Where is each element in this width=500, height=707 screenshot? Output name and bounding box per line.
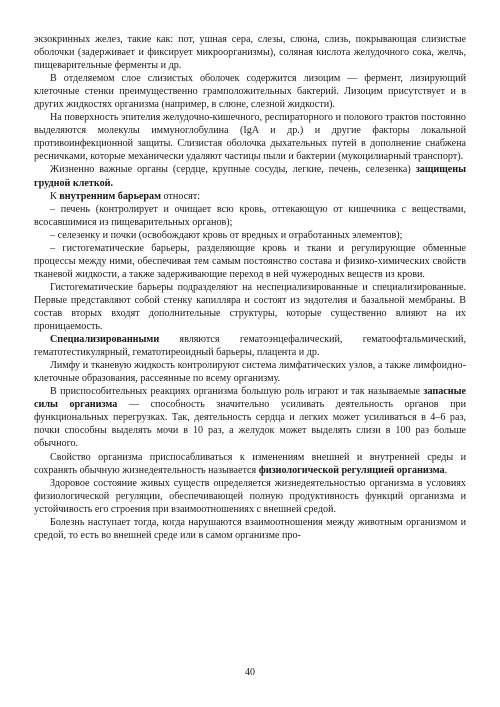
text-run: – печень (контролирует и очищает всю кровь, оттекающую от кишечника с веществами, всосавшимися из пищеварительных органов); (34, 203, 466, 228)
text-run: экзокринных желез, такие как: пот, ушная сера, слезы, слюна, слизь, покрывающая слизистые оболочки (задерживает и фиксирует микроорганизмы), соляная кислота желудочного сока, желчь, пищеварительные ферменты и др. (34, 34, 466, 72)
text-run: – селезенку и почки (освобождают кровь от вредных и отработанных элементов); (50, 229, 403, 241)
paragraph (34, 163, 466, 189)
paragraph (34, 359, 466, 385)
text-run: Гистогематические барьеры подразделяют на неспециализированные и специализированные. Первые представляют собой стенку капилляра и состоят из эндотелия и базальной мембраны. В состав вторых входят дополнительные структуры, которые существенно влияют на их проницаемость. (34, 281, 466, 333)
bold-term: защищены грудной клеткой. (34, 164, 466, 189)
text-run: К (50, 190, 60, 202)
text-run: Свойство организма приспосабливаться к изменениям внешней и внутренней среды и сохранять обычную жизнедеятельность называется (34, 451, 466, 476)
paragraph (34, 72, 466, 111)
body-text (34, 33, 466, 542)
paragraph (34, 281, 466, 333)
paragraph (34, 190, 466, 203)
bold-term: физиологической регуляцией организма (258, 464, 445, 476)
text-run: На поверхность эпителия желудочно-кишечного, респираторного и полового трактов постоянно выделяются молекулы иммуноглобулина (IgA и др.) и другие факторы локальной противоинфекционной защиты. Слизистая оболочка дыхательных путей в дополнение снабжена ресничками, которые механически удаляют частицы пыли и бактерии (мукоцилиарный транспорт). (34, 112, 466, 163)
text-run: Болезнь наступает тогда, когда нарушаются взаимоотношения между животным организмом и средой, то есть во внешней среде или в самом организме про- (34, 516, 466, 541)
text-run: Жизненно важные органы (сердце, крупные сосуды, легкие, печень, селезенка) (50, 164, 416, 176)
paragraph (34, 203, 466, 229)
paragraph (34, 33, 466, 72)
paragraph (34, 333, 466, 359)
text-run: В отделяемом слое слизистых оболочек содержится лизоцим — фермент, лизирующий клеточные стенки преимущественно грамположительных бактерий. Лизоцим присутствует и в других жидкостях организма (например, в слюне, слезной жидкости). (34, 73, 466, 111)
text-run: В приспособительных реакциях организма большую роль играют и так называемые (50, 386, 424, 398)
paragraph (34, 477, 466, 516)
text-run: — способность значительно усиливать деятельность органов при функциональных перегрузках. Так, деятельность сердца и легких может усиливаться в 4–6 раз, почки способны выделять мочи в 10 раз, а желудок может выделять слизи в 100 раз больше обычного. (34, 399, 466, 450)
page-number: 40 (245, 667, 255, 678)
bold-term: Специализированными (50, 334, 160, 346)
bold-term: запасные силы организма (34, 386, 466, 411)
text-run: – гистогематические барьеры, разделяющие кровь и ткани и регулирующие обменные процессы между ними, обеспечивая тем самым постоянство состава и физико-химических свойств тканевой жидкости, а также задерживающие переход в ней чужеродных веществ из крови. (34, 242, 466, 280)
text-run: Лимфу и тканевую жидкость контролируют система лимфатических узлов, а также лимфоидно-клеточные образования, рассеянные по всему организму. (34, 360, 466, 385)
text-run: . (444, 464, 448, 476)
paragraph (34, 242, 466, 281)
text-run: относят: (161, 190, 201, 202)
paragraph (34, 451, 466, 477)
bold-term: внутренним барьерам (59, 190, 162, 202)
paragraph (34, 229, 466, 242)
paragraph (34, 385, 466, 450)
paragraph (34, 111, 466, 163)
text-run: являются гематоэнцефалический, гематоофтальмический, гематотестикулярный, гематотиреоидный барьеры, плацента и др. (34, 334, 466, 359)
text-run: Здоровое состояние живых существ определяется жизнедеятельностью организма в условиях физиологической регуляции, обеспечивающей полную продуктивность функций организма и устойчивость его строения при взаимоотношениях с внешней средой. (34, 477, 466, 515)
paragraph (34, 516, 466, 542)
